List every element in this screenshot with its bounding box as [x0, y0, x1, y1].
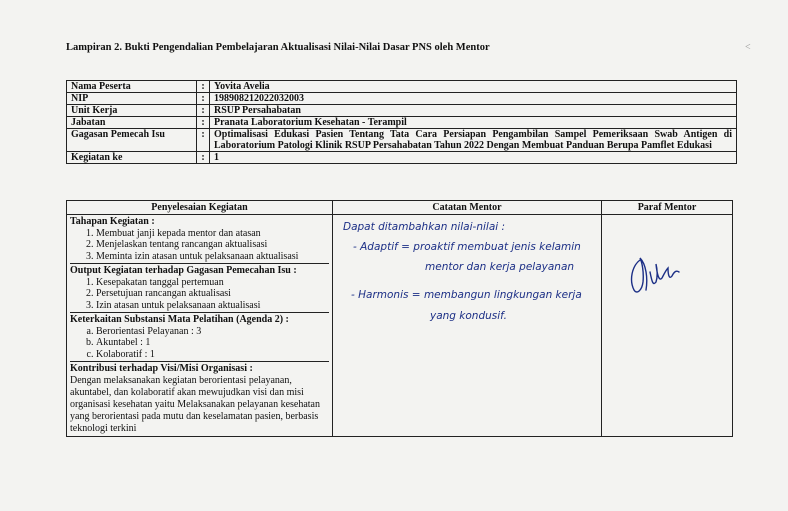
list-item: 1. Membuat janji kepada mentor dan atasan — [96, 228, 329, 240]
section-keterkaitan: Keterkaitan Substansi Mata Pelatihan (Agenda 2) : a. Berorientasi Pelayanan : 3 b. Akuntabel : 1 c. Kolaboratif : 1 — [70, 313, 329, 362]
participant-info-table — [66, 80, 737, 164]
list-item: 1. Kesepakatan tanggal pertemuan — [96, 277, 329, 289]
label-kegiatan-ke: Kegiatan ke — [67, 152, 197, 164]
label-nip: NIP — [67, 93, 197, 105]
mentor-note-line: mentor dan kerja pelayanan — [425, 261, 575, 273]
list-item: 3. Meminta izin atasan untuk pelaksanaan aktualisasi — [96, 251, 329, 263]
value-kegiatan-ke: 1 — [210, 152, 737, 164]
value-unit-kerja: RSUP Persahabatan — [210, 105, 737, 117]
info-row: Unit Kerja : RSUP Persahabatan — [67, 105, 737, 117]
header-catatan-mentor: Catatan Mentor — [333, 201, 602, 215]
info-row: NIP : 198908212022032003 — [67, 93, 737, 105]
kontribusi-text: Dengan melaksanakan kegiatan berorientasi pelayanan, akuntabel, dan kolaboratif akan mewujudkan visi dan misi organisasi kesehatan yaitu Melaksanakan pelayanan kesehatan yang berorientasi pada mutu dan keselamatan pasien, berbasis teknologi terkini — [70, 374, 320, 434]
list-item: b. Akuntabel : 1 — [96, 337, 329, 349]
list-item: a. Berorientasi Pelayanan : 3 — [96, 326, 329, 338]
page-title: Lampiran 2. Bukti Pengendalian Pembelajaran Aktualisasi Nilai-Nilai Dasar PNS oleh Mentor — [66, 42, 490, 53]
header-penyelesaian: Penyelesaian Kegiatan — [67, 201, 333, 215]
list-item: 2. Menjelaskan tentang rancangan aktualisasi — [96, 239, 329, 251]
info-row: Kegiatan ke : 1 — [67, 152, 737, 164]
section-kontribusi: Kontribusi terhadap Visi/Misi Organisasi : Dengan melaksanakan kegiatan berorientasi pelayanan, akuntabel, dan kolaboratif akan mewujudkan visi dan misi organisasi kesehatan yaitu Melaksanakan pelayanan kesehatan yang berorientasi pada mutu dan keselamatan pasien, berbasis teknologi terkini — [70, 362, 329, 436]
list-item: c. Kolaboratif : 1 — [96, 349, 329, 361]
label-gagasan: Gagasan Pemecah Isu — [67, 129, 197, 152]
mentor-signature — [626, 252, 686, 298]
section-output: Output Kegiatan terhadap Gagasan Pemecahan Isu : 1. Kesepakatan tanggal pertemuan 2. Persetujuan rancangan aktualisasi 3. Izin atasan untuk pelaksanaan aktualisasi — [70, 264, 329, 313]
mentor-note-line: - Adaptif = proaktif membuat jenis kelamin — [353, 241, 581, 253]
mentor-note-line: yang kondusif. — [430, 310, 508, 322]
label-nama-peserta: Nama Peserta — [67, 81, 197, 93]
value-nama-peserta: Yovita Avelia — [210, 81, 737, 93]
corner-mark: < — [745, 42, 751, 53]
value-nip: 198908212022032003 — [210, 93, 737, 105]
list-item: 3. Izin atasan untuk pelaksanaan aktualisasi — [96, 300, 329, 312]
label-unit-kerja: Unit Kerja — [67, 105, 197, 117]
section-tahapan: Tahapan Kegiatan : 1. Membuat janji kepada mentor dan atasan 2. Menjelaskan tentang rancangan aktualisasi 3. Meminta izin atasan untuk pelaksanaan aktualisasi — [70, 215, 329, 264]
penyelesaian-cell — [67, 215, 333, 437]
info-row: Nama Peserta : Yovita Avelia — [67, 81, 737, 93]
list-item: 2. Persetujuan rancangan aktualisasi — [96, 288, 329, 300]
value-jabatan: Pranata Laboratorium Kesehatan - Terampil — [210, 117, 737, 129]
info-row: Jabatan : Pranata Laboratorium Kesehatan - Terampil — [67, 117, 737, 129]
label-jabatan: Jabatan — [67, 117, 197, 129]
value-gagasan: Optimalisasi Edukasi Pasien Tentang Tata Cara Persiapan Pengambilan Sampel Pemeriksaan Swab Antigen di Laboratorium Patologi Klinik RSUP Persahabatan Tahun 2022 Dengan Membuat Panduan Berupa Pamflet Edukasi — [210, 129, 737, 152]
mentor-note-line: Dapat ditambahkan nilai-nilai : — [343, 221, 506, 233]
paraf-mentor-cell — [602, 215, 733, 437]
mentor-note-line: - Harmonis = membangun lingkungan kerja — [351, 289, 582, 301]
header-paraf-mentor: Paraf Mentor — [602, 201, 733, 215]
info-row: Gagasan Pemecah Isu : Optimalisasi Edukasi Pasien Tentang Tata Cara Persiapan Pengambilan Sampel Pemeriksaan Swab Antigen di Laboratorium Patologi Klinik RSUP Persahabatan Tahun 2022 Dengan Membuat Panduan Berupa Pamflet Edukasi — [67, 129, 737, 152]
